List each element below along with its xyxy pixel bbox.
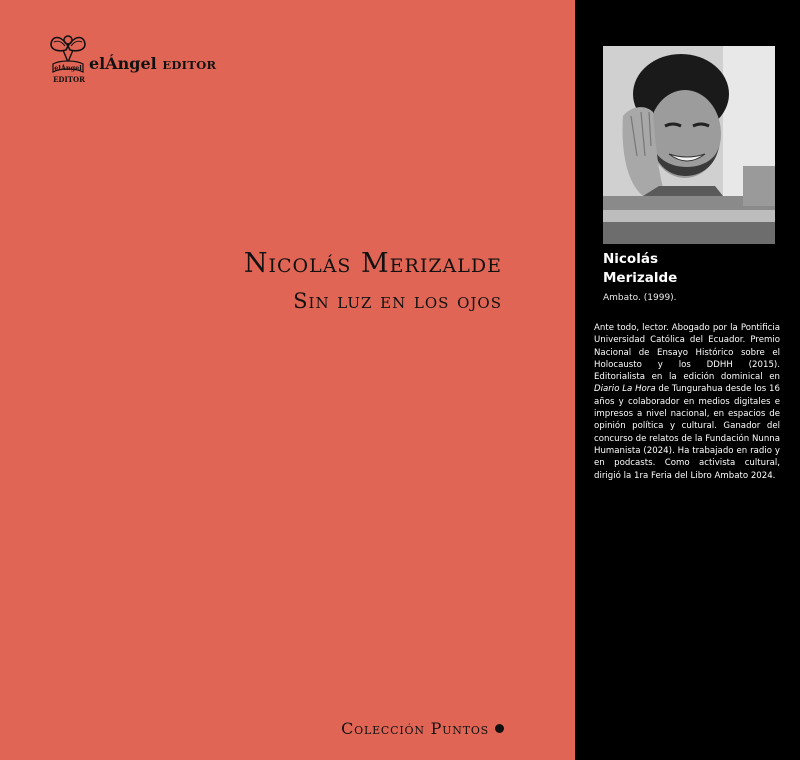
bio-part-1: Ante todo, lector. Abogado por la Pontificia Universidad Católica del Ecuador. Premio Nacional de Ensayo Histórico sobre el Holocausto y los DDHH (2015). Editorialista en la edición dominical en <box>594 323 780 383</box>
wordmark-suffix: EDITOR <box>162 58 217 72</box>
emblem-text: elÁngel <box>54 64 82 72</box>
cover-book-title: Sin luz en los ojos <box>293 289 502 313</box>
author-birth: Ambato. (1999). <box>603 293 677 303</box>
flap-author-last: Merizalde <box>603 270 678 286</box>
flap-author-first: Nicolás <box>603 251 658 267</box>
bio-newspaper: Diario La Hora <box>594 384 656 395</box>
collection-text: Colección Puntos <box>341 719 489 738</box>
author-photo <box>603 46 775 244</box>
publisher-logo <box>48 28 228 88</box>
bio-part-2: de Tungurahua desde los 16 años y colaborador en medios digitales e impresos a nivel nacional, en espacios de opinión política y cultural. Ganador del concurso de relatos de la Fundación Nunna Humanista (2024). Ha trabajado en radio y en podcasts. Como activista cultural, dirigió la 1ra Feria del Libro Ambato 2024. <box>594 384 780 481</box>
bullet-icon <box>495 724 504 733</box>
emblem-subtext: EDITOR <box>53 75 85 84</box>
cover-author: Nicolás Merizalde <box>243 248 502 279</box>
flap-author-name <box>603 250 677 288</box>
publisher-wordmark <box>89 54 216 73</box>
portrait-image <box>603 46 775 244</box>
author-bio <box>594 322 780 482</box>
wordmark-name: elÁngel <box>89 54 157 73</box>
collection-label <box>341 719 504 738</box>
